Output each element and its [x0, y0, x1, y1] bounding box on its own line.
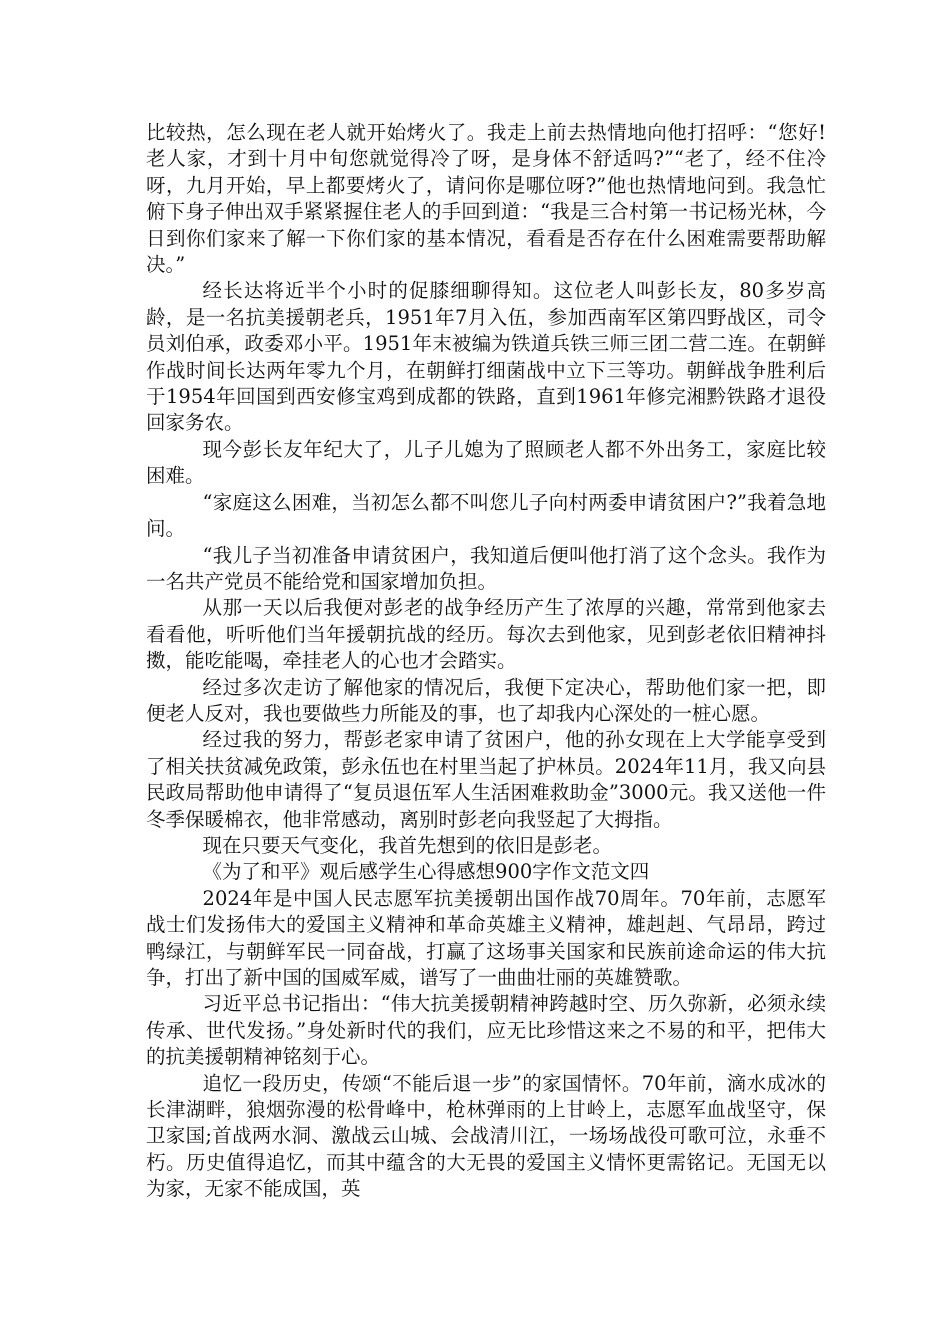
paragraph-1: 比较热，怎么现在老人就开始烤火了。我走上前去热情地向他打招呼：“您好!老人家，才到十月中旬您就觉得冷了呀，是身体不舒适吗?”“老了，经不住冷呀，九月开始，早上都要烤火了，请问你是哪位呀?”他也热情地问到。我急忙俯下身子伸出双手紧紧握住老人的手回到道：“我是三合村第一书记杨光林，今日到你们家来了解一下你们家的基本情况，看看是否存在什么困难需要帮助解决。”: [146, 121, 826, 277]
paragraph-11: 习近平总书记指出：“伟大抗美援朝精神跨越时空、历久弥新，必须永续传承、世代发扬。”身处新时代的我们，应无比珍惜这来之不易的和平，把伟大的抗美援朝精神铭刻于心。: [146, 992, 826, 1069]
paragraph-8: 经过我的努力，帮彭老家申请了贫困户，他的孙女现在上大学能享受到了相关扶贫减免政策，彭永伍也在村里当起了护林员。2024年11月，我又向县民政局帮助他申请得了“复员退伍军人生活困难救助金”3000元。我又送他一件冬季保暖棉衣，他非常感动，离别时彭老向我竖起了大拇指。: [146, 728, 826, 831]
paragraph-4: “家庭这么困难，当初怎么都不叫您儿子向村两委申请贫困户?”我着急地问。: [146, 490, 826, 541]
paragraph-2: 经长达将近半个小时的促膝细聊得知。这位老人叫彭长友，80多岁高龄，是一名抗美援朝老兵，1951年7月入伍，参加西南军区第四野战区，司令员刘伯承，政委邓小平。1951年末被编为铁道兵铁三师三团二营二连。在朝鲜作战时间长达两年零九个月，在朝鲜打细菌战中立下三等功。朝鲜战争胜利后于1954年回国到西安修宝鸡到成都的铁路，直到1961年修完湘黔铁路才退役回家务农。: [146, 279, 826, 435]
paragraph-6: 从那一天以后我便对彭老的战争经历产生了浓厚的兴趣，常常到他家去看看他，听听他们当年援朝抗战的经历。每次去到他家，见到彭老依旧精神抖擞，能吃能喝，牵挂老人的心也才会踏实。: [146, 596, 826, 673]
paragraph-3: 现今彭长友年纪大了，儿子儿媳为了照顾老人都不外出务工，家庭比较困难。: [146, 437, 826, 488]
paragraph-10: 2024年是中国人民志愿军抗美援朝出国作战70周年。70年前，志愿军战士们发扬伟大的爱国主义精神和革命英雄主义精神，雄赳赳、气昂昂，跨过鸭绿江，与朝鲜军民一同奋战，打赢了这场事关国家和民族前途命运的伟大抗争，打出了新中国的国威军威，谱写了一曲曲壮丽的英雄赞歌。: [146, 886, 826, 989]
paragraph-5: “我儿子当初准备申请贫困户，我知道后便叫他打消了这个念头。我作为一名共产党员不能给党和国家增加负担。: [146, 543, 826, 593]
paragraph-9: 现在只要天气变化，我首先想到的依旧是彭老。: [202, 833, 613, 857]
document-body: [146, 120, 826, 1203]
paragraph-7: 经过多次走访了解他家的情况后，我便下定决心，帮助他们家一把，即便老人反对，我也要做些力所能及的事，也了却我内心深处的一桩心愿。: [146, 675, 826, 725]
article-title: 《为了和平》观后感学生心得感想900字作文范文四: [202, 860, 650, 884]
paragraph-12: 追忆一段历史，传颂“不能后退一步”的家国情怀。70年前，滴水成冰的长津湖畔，狼烟弥漫的松骨峰中，枪林弹雨的上甘岭上，志愿军血战坚守，保卫家国;首战两水洞、激战云山城、会战清川江，一场场战役可歌可泣，永垂不朽。历史值得追忆，而其中蕴含的大无畏的爱国主义情怀更需铭记。无国无以为家，无家不能成国，英: [146, 1071, 826, 1201]
